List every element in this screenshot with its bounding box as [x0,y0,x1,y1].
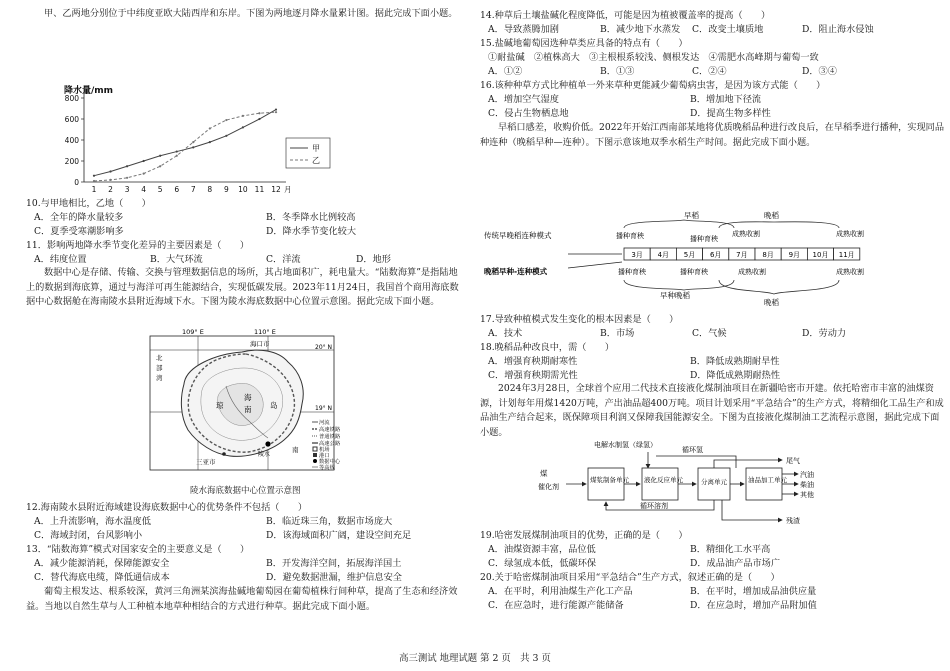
month-label: 9月 [788,251,801,259]
y-tick-label: 0 [74,178,79,187]
data-point [275,111,277,113]
y-tick-label: 600 [64,115,79,124]
svg-text:普通铁路: 普通铁路 [319,434,341,440]
q14-option-a[interactable]: A．导致蒸腾加剧 [488,24,559,35]
chart-legend [286,138,330,168]
q14-option-d[interactable]: D．阻止海水侵蚀 [802,24,874,35]
month-label: 4月 [657,251,670,259]
intro-coal-oil: 2024年3月28日，全球首个应用二代技术直接液化煤制油项目在新疆哈密市开建。依托哈密市丰富的油煤资源，计划每年用煤1420万吨，产出油品超400万吨。项目计划采用“平急结合”的生产方式，将精细化工品生产和成品油生产结合起来，既保障项目利润又保障我国能源安全。下图为直接液化煤制油工艺流程示意图，据此完成下面小题。 [480,383,944,438]
x-tick-label: 9 [223,185,229,194]
q15-option-a[interactable]: A．①② [488,66,523,77]
unit-slurry [588,468,624,500]
x-tick-label: 1 [91,185,97,194]
data-center-dot [265,441,270,446]
q10-stem: 10.与甲地相比，乙地（ ） [26,198,151,209]
q11-option-b[interactable]: B．大气环流 [150,254,203,265]
data-point [93,175,95,177]
data-point [159,155,161,157]
data-point [159,165,161,167]
intro-rice: 早稻口感差，收购价低。2022年开始江西南部某地将优质晚稻品种进行改良后，在早稻季进行播种，实现同品种连种（晚稻早种—连种）。下图示意该地双季水稻生产时间。据此完成下面小题。 [480,122,945,148]
q16-option-b[interactable]: B．增加地下径流 [690,94,762,105]
q12-option-c[interactable]: C．海域封闭，台风影响小 [34,530,143,541]
y-tick-label: 200 [64,157,79,166]
q13-option-d[interactable]: D．避免数据泄漏，维护信息安全 [266,572,402,583]
unit-oil-processing [746,468,782,500]
q10-option-b[interactable]: B．冬季降水比例较高 [266,212,356,223]
q16-option-d[interactable]: D．提高生物多样性 [690,108,771,119]
label-cycle-solvent: 循环溶剂 [640,502,668,510]
intro-rainfall: 甲、乙两地分别位于中纬度亚欧大陆西岸和东岸。下图为两地逐月降水量累计图。据此完成下面小题。 [44,8,458,19]
x-tick-label: 12 [271,185,281,194]
q19-option-a[interactable]: A．油煤资源丰富，品位低 [488,544,596,555]
q15-stem: 15.盐碱地葡萄园选种草类应具备的特点有（ ） [480,38,688,49]
output-other: 其他 [800,491,814,499]
x-tick-label: 6 [174,185,180,194]
q15-option-c[interactable]: C．②④ [692,66,727,77]
data-point [225,119,227,121]
label-coal: 煤 [540,469,548,478]
coal-to-oil-flow [536,438,836,526]
q19-option-c[interactable]: C．绿氢成本低，低碳环保 [488,558,597,569]
lon-110: 110° E [254,328,276,336]
legend-label: 甲 [312,144,320,153]
svg-text:河流: 河流 [319,420,330,426]
legend-label: 乙 [312,156,320,165]
data-point [209,127,211,129]
data-point [126,177,128,179]
series-line-yi [94,112,276,181]
output-gasoline: 汽油 [800,471,814,479]
x-tick-label: 4 [141,185,147,194]
lat-19: 19° N [315,405,333,412]
data-point [258,118,260,120]
q18-stem: 18.晚稻品种改良中，需（ ） [480,342,615,353]
month-label: 10月 [812,251,829,259]
q12-option-a[interactable]: A．上升流影响，海水温度低 [34,516,151,527]
q17-option-d[interactable]: D．劳动力 [802,328,847,339]
unit-liquefaction-label: 液化反应单元 [644,476,683,484]
mode-traditional: 传统早晚稻连种模式 [484,231,552,240]
unit-liquefaction [642,468,678,500]
x-tick-label: 7 [190,185,196,194]
svg-text:高速公路: 高速公路 [319,441,341,447]
q13-option-b[interactable]: B．开发海洋空间，拓展海洋国土 [266,558,402,569]
bottom-event-harvest-1: 成熟收割 [738,268,766,276]
data-point [109,179,111,181]
svg-text:港口: 港口 [319,453,330,459]
data-point [192,141,194,143]
data-point [176,150,178,152]
x-unit-label: 月 [284,185,292,194]
svg-text:等高线: 等高线 [319,465,335,471]
month-label: 11月 [838,251,855,259]
data-point [225,135,227,137]
q19-option-d[interactable]: D．成品油产品市场广 [690,558,781,569]
bottom-event-sow-2: 播种育秧 [680,268,708,276]
place-qiong: 琼 [216,401,224,410]
month-row [568,248,860,268]
data-point [242,115,244,117]
lon-109: 109° E [182,328,204,336]
label-residue: 残渣 [786,517,800,525]
unit-oil-processing-label: 油品加工单元 [748,476,787,484]
q10-option-d[interactable]: D．降水季节变化较大 [266,226,357,237]
svg-text:高速铁路: 高速铁路 [319,427,341,433]
x-tick-label: 5 [157,185,163,194]
y-tick-label: 400 [64,136,79,145]
q16-option-a[interactable]: A．增加空气湿度 [488,94,559,105]
q14-option-b[interactable]: B．减少地下水蒸发 [600,24,681,35]
chart-y-label: 降水量/mm [64,86,114,96]
place-nan-sea: 南 [292,446,299,454]
q16-stem: 16.该种种草方式比种植单一外来草种更能减少葡萄病虫害，是因为该方式能（ ） [480,80,826,91]
month-label: 8月 [762,251,774,259]
sanya-dot [222,452,226,456]
q11-option-a[interactable]: A．纬度位置 [34,254,87,265]
q20-stem: 20.关于哈密煤制油项目采用“平急结合”生产方式，叙述正确的是（ ） [480,572,780,583]
data-point [126,165,128,167]
data-point [143,173,145,175]
y-tick-label: 800 [64,94,79,103]
data-point [258,112,260,114]
q10-option-a[interactable]: A．全年的降水量较多 [34,212,124,223]
q12-stem: 12.海南陵水县附近海域建设海底数据中心的优势条件不包括（ ） [26,502,308,513]
data-point [242,126,244,128]
intro-grape: 葡萄主根发达、根系较深，黄河三角洲某滨海盐碱地葡萄园在葡萄植株行间种草，提高了生态和经济效益。当地以自然生草与人工种植本地草种相结合的方式进行种草。据此完成下面小题。 [26,586,458,612]
place-beibuwan-1: 北 [156,354,163,362]
month-label: 3月 [631,251,643,259]
place-beibuwan-3: 湾 [156,374,163,382]
top-event-sow-2: 播种育秧 [690,235,718,243]
output-diesel: 柴油 [800,481,814,489]
q13-option-c[interactable]: C．替代海底电缆，降低通信成本 [34,572,170,583]
unit-slurry-label: 煤浆制备单元 [590,476,629,484]
q20-option-d[interactable]: D．在应急时，增加产品附加值 [690,600,817,611]
bottom-event-sow-1: 播种育秧 [618,268,646,276]
unit-separation-label: 分离单元 [701,478,727,486]
q12-option-b[interactable]: B．临近珠三角，数据市场庞大 [266,516,393,527]
q11-option-d[interactable]: D．地形 [356,254,391,265]
place-beibuwan-2: 部 [156,364,163,372]
month-label: 5月 [683,251,696,259]
bottom-event-harvest-2: 成熟收割 [836,268,864,276]
data-point [143,160,145,162]
q11-option-c[interactable]: C．洋流 [266,254,301,265]
lat-20: 20° N [315,344,333,351]
series-line-jia [94,110,276,176]
q17-option-b[interactable]: B．市场 [600,328,635,339]
q19-stem: 19.哈密发展煤制油项目的优势，正确的是（ ） [480,530,688,541]
top-event-sow-1: 播种育秧 [616,232,644,240]
q20-option-b[interactable]: B．在平时，增加成品油供应量 [690,586,817,597]
q16-option-c[interactable]: C．侵占生物栖息地 [488,108,569,119]
page-footer: 高三测试 地理试题 第 2 页 共 3 页 [399,653,551,664]
top-event-harvest-2: 成熟收割 [836,230,864,238]
label-late-rice-top: 晚稻 [764,211,779,220]
label-catalyst: 催化剂 [538,483,559,491]
rice-timeline [484,210,944,306]
svg-text:数据中心: 数据中心 [319,459,341,465]
q18-option-c[interactable]: C．增强育秧期需光性 [488,370,578,381]
x-tick-label: 11 [254,185,265,194]
place-lingshui: 陵水 [258,451,271,458]
data-point [192,146,194,148]
q11-stem: 11．影响两地降水季节变化差异的主要因素是（ ） [26,240,250,251]
label-cycle-h2: 循环氢 [682,446,703,454]
intro-data-center: 数据中心是存储、传输、交换与管理数据信息的场所，其占地面积广，耗电量大。“陆数海算”是指陆地上的数据到海底算，通过与海洋可再生能源结合，实现低碳发展。2023年11月24日，我国首个商用海底数据中心数据舱在海南陵水县附近海域下水。下图为陵水海底数据中心位置示意图。据此完成下面小题。 [26,267,459,307]
q15-option-d[interactable]: D．③④ [802,66,837,77]
q17-stem: 17.导致种植模式发生变化的根本因素是（ ） [480,314,679,325]
data-point [176,155,178,157]
q20-option-a[interactable]: A．在平时，利用油煤生产化工产品 [488,586,633,597]
month-label: 7月 [736,251,748,259]
q18-option-a[interactable]: A．增强育秧期耐寒性 [488,356,578,367]
rainfall-chart [40,84,340,196]
connector-new [568,262,622,268]
place-dao: 岛 [270,401,278,410]
q15-option-b[interactable]: B．①③ [600,66,635,77]
q13-stem: 13．“陆数海算”模式对国家安全的主要意义是（ ） [26,544,250,555]
q19-option-b[interactable]: B．精细化工水平高 [690,544,771,555]
x-tick-label: 2 [108,185,113,194]
q18-option-d[interactable]: D．降低成熟期耐热性 [690,370,781,381]
label-green-h2: 电解水制氢（绿氢） [594,441,657,449]
map-caption: 陵水海底数据中心位置示意图 [190,486,301,496]
month-label: 6月 [709,251,722,259]
q18-option-b[interactable]: B．降低成熟期耐旱性 [690,356,780,367]
q12-option-d[interactable]: D．该海域面积广阔，建设空间充足 [266,530,412,541]
data-point [93,180,95,182]
place-haikou: 海口市 [250,340,270,348]
data-point [109,170,111,172]
label-tail-gas: 尾气 [786,457,800,465]
place-hai: 海 [244,393,252,402]
q14-stem: 14.种草后土壤盐碱化程度降低，可能是因为植被覆盖率的提高（ ） [480,10,771,21]
place-nan: 南 [244,405,252,414]
q10-option-c[interactable]: C．夏季受寒潮影响多 [34,226,124,237]
mode-new: 晚稻早种-连种模式 [484,267,548,276]
q17-option-c[interactable]: C．气候 [692,328,727,339]
x-tick-label: 8 [207,185,213,194]
label-late-rice-bottom: 晚稻 [764,298,779,307]
q17-option-a[interactable]: A．技术 [488,328,523,339]
svg-text:机场: 机场 [319,447,330,453]
label-early-rice-top: 早稻 [684,211,699,220]
q15-items: ①耐盐碱 ②植株高大 ③主根根系较浅、侧根发达 ④需肥水高峰期与葡萄一致 [488,52,819,63]
x-tick-label: 10 [238,185,248,194]
q13-option-a[interactable]: A．减少能源消耗，保障能源安全 [34,558,170,569]
x-tick-label: 3 [124,185,130,194]
top-event-harvest-1: 成熟收割 [732,230,760,238]
data-point [275,108,277,110]
q14-option-c[interactable]: C．改变土壤质地 [692,24,764,35]
label-early-late-rice: 早种晚稻 [660,291,690,300]
data-point [209,141,211,143]
place-sanya: 三亚市 [196,458,216,466]
hainan-map [146,326,341,484]
q20-option-c[interactable]: C．在应急时，进行能源产能储备 [488,600,624,611]
